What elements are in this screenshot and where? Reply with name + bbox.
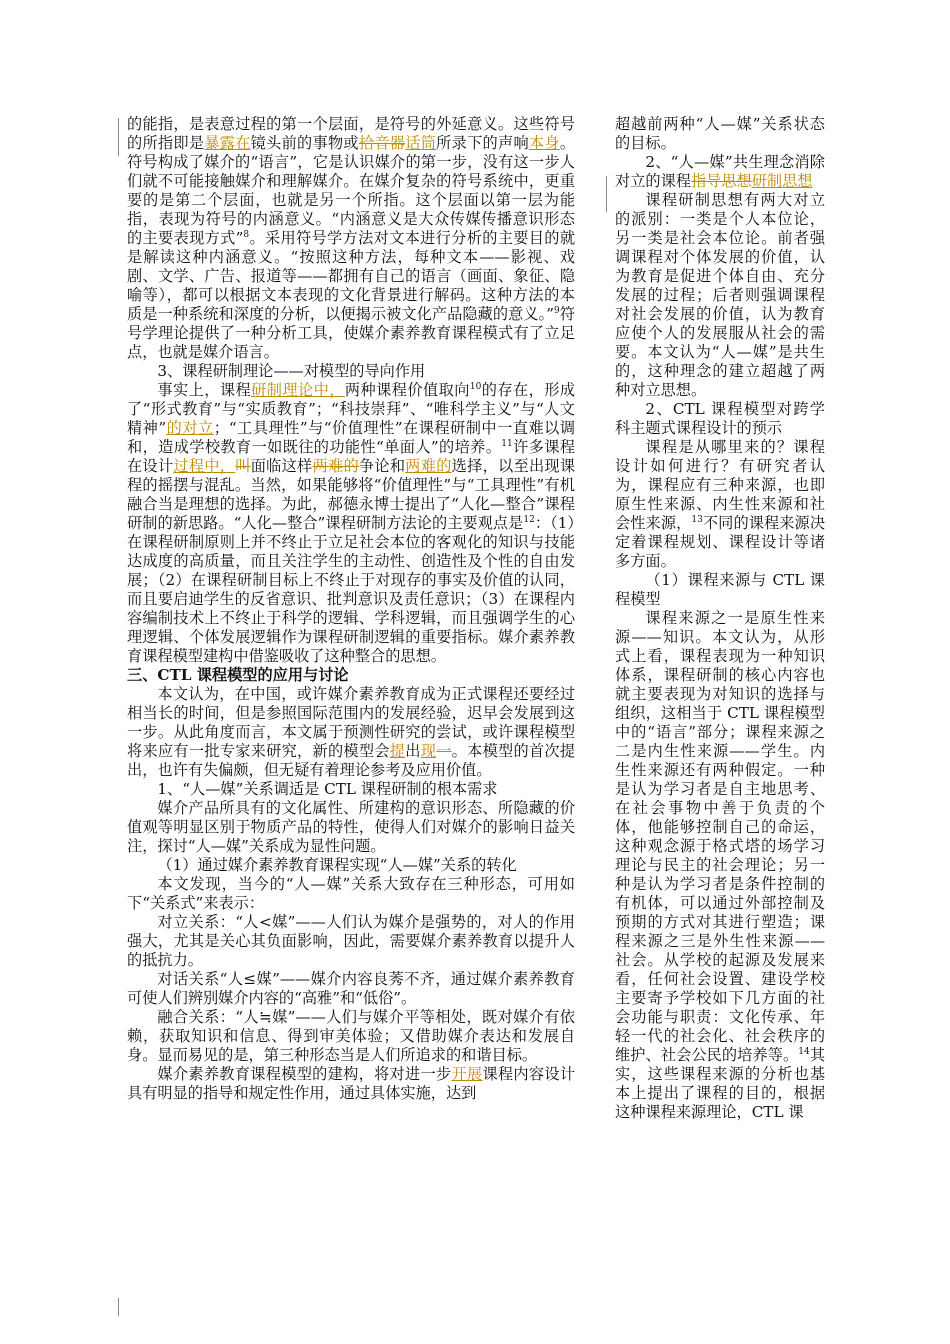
subheading: 3、课程研制理论——对模型的导向作用: [157, 362, 426, 380]
paragraph: 对话关系“人≤媒”——媒介内容良莠不齐，通过媒介素养教育可使人们辨别媒介内容的“高雅”和“低俗”。: [127, 970, 575, 1007]
subheading: （1）通过媒介素养教育课程实现“人—媒”关系的转化: [157, 856, 517, 874]
paragraph: 超越前两种“人—媒”关系状态的目标。: [615, 115, 825, 152]
section-heading: 三、CTL 课程模型的应用与讨论: [127, 666, 349, 684]
paragraph: 对立关系：“人<媒”——人们认为媒介是强势的，对人的作用强大，尤其是关心其负面影响，因此，需要媒介素养教育以提升人的抵抗力。: [127, 913, 575, 969]
paragraph: 本文发现，当今的“人—媒”关系大致存在三种形态，可用如下“关系式”来表示：: [127, 875, 575, 912]
paragraph: 融合关系：“人≒媒”——人们与媒介平等相处，既对媒介有依赖，获取知识和信息、得到审美体验；又借助媒介表达和发展自身。显而易见的是，第三种形态当是人们所追求的和谐目标。: [127, 1008, 575, 1064]
subheading: 1、“人—媒”关系调适是 CTL 课程研制的根本需求: [157, 780, 498, 798]
change-bar: [118, 1298, 119, 1316]
paragraph: 媒介产品所具有的文化属性、所建构的意识形态、所隐藏的价值观等明显区别于物质产品的特性，使得人们对媒介的影响日益关注，探讨“人—媒”关系成为显性问题。: [127, 799, 575, 855]
paragraph: 媒介素养教育课程模型的建构，将对进一步开展课程内容设计具有明显的指导和规定性作用，通过具体实施，达到: [127, 1065, 576, 1102]
left-column: [127, 115, 575, 1103]
paragraph: 的能指，是表意过程的第一个层面，是符号的外延意义。这些符号的所指即是暴露在镜头前的事物或拾音器话筒所录下的声响本身。符号构成了媒介的“语言”，它是认识媒介的第一步，没有这一步人们就不可能接触媒介和理解媒介。在媒介复杂的符号系统中，更重要的是第二个层面，也就是另一个所指。这个层面以第一层为能指，表现为符号的内涵意义。“内涵意义是大众传媒传播意识形态的主要表现方式”$^8$。采用符号学方法对文本进行分析的主要目的就是解读这种内涵意义。“按照这种方法，每种文本——影视、戏剧、文学、广告、报道等——都拥有自己的语言（画面、象征、隐喻等），都可以根据文本表现的文化背景进行解码。这种方法的本质是一种系统和深度的分析，以便揭示被文化产品隐藏的意义。”$^9$符号学理论提供了一种分析工具，使媒介素养教育课程模式有了立足点，也就是媒介语言。: [127, 115, 576, 361]
paragraph: 课程研制思想有两大对立的派别：一类是个人本位论，另一类是社会本位论。前者强调课程对个体发展的价值，认为教育是促进个体自由、充分发展的过程；后者则强调课程对社会发展的价值，认为教育应使个人的发展服从社会的需要。本文认为“人—媒”是共生的，这种理念的建立超越了两种对立思想。: [615, 191, 825, 399]
right-column: [615, 115, 825, 1122]
change-bar: [118, 118, 119, 156]
paragraph: 课程来源之一是原生性来源——知识。本文认为，从形式上看，课程表现为一种知识体系，课程研制的核心内容也就主要表现为对知识的选择与组织，这相当于 CTL 课程模型中的“语言”部分；课程来源之二是内生性来源——学生。内生性来源还有两种假定。一种是认为学习者是自主地思考、在社会事物中善于负责的个体，他能够控制自己的命运，这种观念源于格式塔的场学习理论与民主的社会理论；另一种是认为学习者是条件控制的有机体，可以通过外部控制及预期的方式对其进行塑造；课程来源之三是外生性来源——社会。从学校的起源及发展来看，任何社会设置、建设学校主要寄予学校如下几方面的社会功能与职责：文化传承、年轻一代的社会化、社会秩序的维护、社会公民的培养等。$^{14}$其实，这些课程来源的分析也基本上提出了课程的目的，根据这种课程来源理论，CTL 课: [615, 609, 826, 1121]
subheading: 2、CTL 课程模型对跨学科主题式课程设计的预示: [615, 400, 825, 437]
paragraph: 本文认为，在中国，或许媒介素养教育成为正式课程还要经过相当长的时间，但是参照国际范围内的发展经验，迟早会发展到这一步。从此角度而言，本文属于预测性研究的尝试，或许课程模型将来应有一批专家来研究，新的模型会提出现一。本模型的首次提出，也许有失偏颇，但无疑有着理论参考及应用价值。: [127, 685, 576, 779]
paragraph: 课程是从哪里来的？课程设计如何进行？有研究者认为，课程应有三种来源，也即原生性来源、内生性来源和社会性来源，$^{13}$不同的课程来源决定着课程规划、课程设计等诸多方面。: [615, 438, 826, 570]
subheading: （1）课程来源与 CTL 课程模型: [615, 571, 825, 608]
subheading: 2、“人—媒”共生理念消除对立的课程指导思想研制思想: [615, 153, 825, 190]
change-bar: [606, 176, 607, 212]
paragraph: 事实上，课程研制理论中，两种课程价值取向$^{10}$的存在，形成了“形式教育”与“实质教育”；“科技崇拜”、“唯科学主义”与“人文精神”的对立；“工具理性”与“价值理性”在课程研制中一直难以调和，造成学校教育一如既往的功能性“单面人”的培养。$^{11}$许多课程在设计过程中，叫面临这样两难的争论和两难的选择，以至出现课程的摇摆与混乱。当然，如果能够将“价值理性”与“工具理性”有机融合当是理想的选择。为此，郝德永博士提出了“人化—整合”课程研制的新思路。“人化—整合”课程研制方法论的主要观点是$^{12}$：（1）在课程研制原则上并不终止于立足社会本位的客观化的知识与技能达成度的高质量，而且关注学生的主动性、创造性及个性的自由发展；（2）在课程研制目标上不终止于对现存的事实及价值的认同，而且要启迪学生的反省意识、批判意识及责任意识；（3）在课程内容编制技术上不终止于科学的逻辑、学科逻辑，而且强调学生的心理逻辑、个体发展逻辑作为课程研制逻辑的重要指标。媒介素养教育课程模型建构中借鉴吸收了这种整合的思想。: [127, 381, 576, 665]
